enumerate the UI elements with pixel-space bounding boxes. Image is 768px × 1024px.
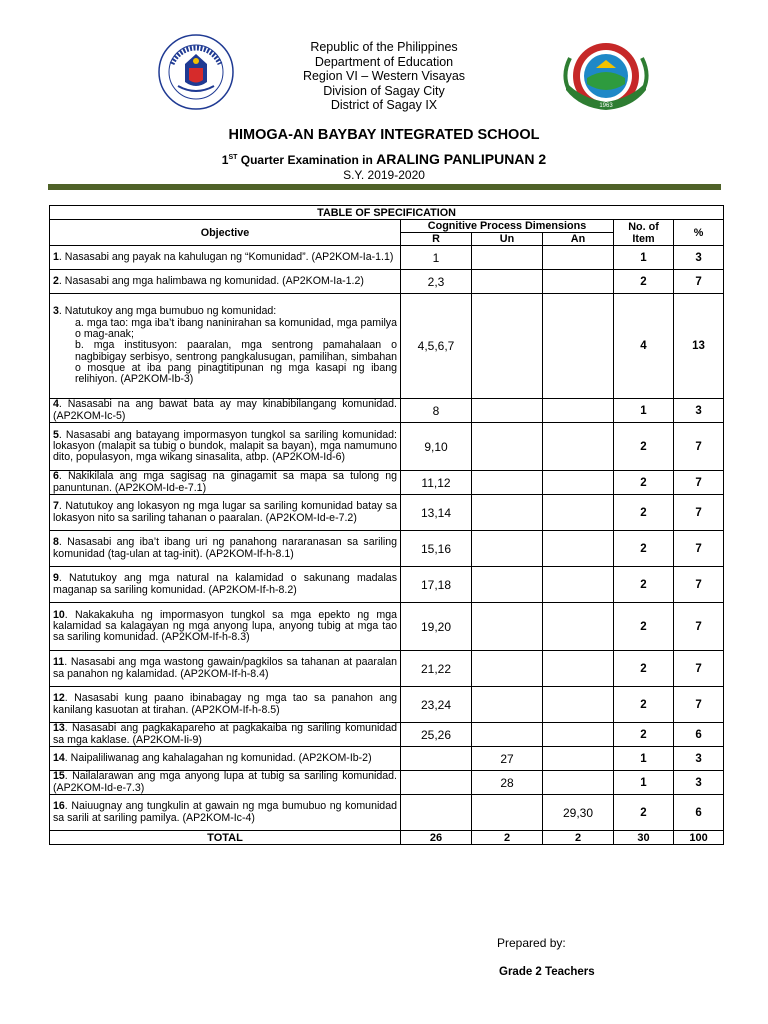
objective-text: . Nakakakuha ng impormasyon tungkol sa mga epekto ng mga kalamidad sa kalagayan ng mga anyong lupa, anyong tubig at mga tao sa sariling komunidad. (AP2KOM-If-h-8.3): [53, 608, 397, 644]
objective-text: . Natutukoy ang mga bumubuo ng komunidad:: [58, 305, 277, 318]
objective-cell: [50, 246, 401, 270]
objective-cell: [50, 423, 401, 471]
objective-number: 3: [53, 305, 59, 318]
letterhead: [0, 40, 768, 113]
an-items-cell: [543, 270, 614, 294]
exam-text: Quarter Examination in: [237, 153, 377, 167]
objective-text: . Nasasabi ang payak na kahulugan ng “Komunidad”. (AP2KOM-Ia-1.1): [58, 250, 394, 263]
objective-number: 9: [53, 572, 59, 585]
percent-cell: 3: [674, 399, 724, 423]
deped-seal-logo: [158, 34, 234, 110]
r-items-cell: 2,3: [401, 270, 472, 294]
un-items-cell: [472, 723, 543, 747]
table-row: [50, 399, 724, 423]
objective-text: . Nasasabi na ang bawat bata ay may kinabibilangang komunidad. (AP2KOM-Ic-5): [53, 398, 397, 422]
item-count-cell: 2: [614, 471, 674, 495]
r-items-cell: 25,26: [401, 723, 472, 747]
objective-number: 6: [53, 470, 59, 483]
an-items-cell: [543, 651, 614, 687]
objective-text: . Nailalarawan ang mga anyong lupa at tubig sa sariling komunidad. (AP2KOM-Id-e-7.3): [53, 770, 397, 794]
objective-cell: [50, 567, 401, 603]
un-items-cell: [472, 471, 543, 495]
item-count-cell: 2: [614, 651, 674, 687]
percent-cell: 7: [674, 495, 724, 531]
header-line: Division of Sagay City: [323, 83, 445, 98]
total-r: 26: [401, 831, 472, 845]
table-row: [50, 603, 724, 651]
objective-text: . Naipaliliwanag ang kahalagahan ng komunidad. (AP2KOM-Ib-2): [64, 751, 372, 764]
an-items-cell: [543, 531, 614, 567]
school-name: HIMOGA-AN BAYBAY INTEGRATED SCHOOL: [228, 127, 540, 143]
percent-cell: 7: [674, 567, 724, 603]
un-items-cell: [472, 399, 543, 423]
exam-subject: ARALING PANLIPUNAN 2: [376, 151, 547, 167]
r-items-cell: [401, 771, 472, 795]
percent-cell: 3: [674, 246, 724, 270]
r-items-cell: 17,18: [401, 567, 472, 603]
r-items-cell: 1: [401, 246, 472, 270]
objective-number: 16: [53, 800, 65, 813]
un-items-cell: 28: [472, 771, 543, 795]
an-items-cell: [543, 246, 614, 270]
table-row: [50, 531, 724, 567]
percent-cell: 7: [674, 687, 724, 723]
school-seal-logo: [560, 38, 652, 116]
objective-number: 4: [53, 398, 59, 411]
school-year: S.Y. 2019-2020: [343, 168, 425, 182]
un-items-cell: [472, 423, 543, 471]
an-items-cell: [543, 294, 614, 399]
total-label: TOTAL: [50, 831, 401, 845]
objective-cell: [50, 399, 401, 423]
objective-cell: [50, 495, 401, 531]
col-an: An: [543, 233, 614, 246]
objective-number: 12: [53, 692, 65, 705]
objective-text: . Nakikilala ang mga sagisag na ginagamit sa mapa sa tulong ng panuntunan. (AP2KOM-Id-e-7.1): [53, 470, 397, 494]
percent-cell: 7: [674, 471, 724, 495]
item-count-cell: 2: [614, 567, 674, 603]
un-items-cell: 27: [472, 747, 543, 771]
col-items: No. of Item: [614, 220, 674, 246]
item-count-cell: 2: [614, 795, 674, 831]
header-line: Region VI – Western Visayas: [302, 69, 466, 84]
objective-cell: [50, 270, 401, 294]
objective-text: . Nasasabi kung paano ibinabagay ng mga tao sa panahon ang kanilang kasuotan at tirahan. (AP2KOM-If-h-8.5): [53, 692, 397, 716]
table-row: [50, 567, 724, 603]
an-items-cell: [543, 603, 614, 651]
r-items-cell: 21,22: [401, 651, 472, 687]
percent-cell: 7: [674, 531, 724, 567]
table-row: [50, 294, 724, 399]
total-items: 30: [614, 831, 674, 845]
exam-quarter: 1: [221, 153, 229, 167]
an-items-cell: [543, 771, 614, 795]
percent-cell: 6: [674, 795, 724, 831]
objective-text: . Nasasabi ang mga halimbawa ng komunidad. (AP2KOM-Ia-1.2): [58, 274, 364, 287]
objective-cell: [50, 294, 401, 399]
objective-cell: [50, 747, 401, 771]
objective-text: . Natutukoy ang lokasyon ng mga lugar sa sariling komunidad batay sa lokasyon nito sa sariling tahanan o paaralan. (AP2KOM-Id-e-7.2): [53, 500, 397, 524]
table-row: [50, 723, 724, 747]
r-items-cell: 8: [401, 399, 472, 423]
objective-cell: [50, 795, 401, 831]
an-items-cell: [543, 723, 614, 747]
header-line: District of Sagay IX: [330, 98, 438, 113]
table-row: [50, 495, 724, 531]
objective-text: . Nasasabi ang mga wastong gawain/pagkilos sa tahanan at paaralan sa panahon ng kalamidad. (AP2KOM-If-h-8.4): [53, 656, 397, 680]
prepared-by-name: Grade 2 Teachers: [499, 966, 595, 978]
percent-cell: 13: [674, 294, 724, 399]
item-count-cell: 1: [614, 747, 674, 771]
table-body: [50, 246, 724, 831]
exam-title: [0, 151, 768, 167]
objective-cell: [50, 651, 401, 687]
r-items-cell: [401, 747, 472, 771]
un-items-cell: [472, 495, 543, 531]
header-divider: [48, 184, 721, 190]
item-count-cell: 4: [614, 294, 674, 399]
total-an: 2: [543, 831, 614, 845]
objective-number: 5: [53, 428, 59, 441]
objective-number: 13: [53, 722, 65, 735]
percent-cell: 3: [674, 747, 724, 771]
objective-number: 2: [53, 274, 59, 287]
col-un: Un: [472, 233, 543, 246]
an-items-cell: [543, 423, 614, 471]
an-items-cell: [543, 687, 614, 723]
item-count-cell: 2: [614, 423, 674, 471]
un-items-cell: [472, 603, 543, 651]
objective-number: 8: [53, 536, 59, 549]
objective-cell: [50, 531, 401, 567]
table-row: [50, 771, 724, 795]
objective-number: 7: [53, 500, 59, 513]
un-items-cell: [472, 246, 543, 270]
objective-text: . Nasasabi ang iba’t ibang uri ng panahong nararanasan sa sariling komunidad (tag-ulan at tag-init). (AP2KOM-If-h-8.1): [53, 536, 397, 560]
item-count-cell: 1: [614, 246, 674, 270]
col-r: R: [401, 233, 472, 246]
table-of-specification: [49, 205, 724, 845]
an-items-cell: [543, 747, 614, 771]
table-row: [50, 651, 724, 687]
objective-text: . Nasasabi ang pagkakapareho at pagkakaiba ng sariling komunidad sa mga kaklase. (AP2KOM-Ii-9): [53, 722, 397, 746]
un-items-cell: [472, 270, 543, 294]
r-items-cell: 23,24: [401, 687, 472, 723]
table-title: TABLE OF SPECIFICATION: [50, 206, 724, 220]
un-items-cell: [472, 294, 543, 399]
objective-cell: [50, 771, 401, 795]
r-items-cell: 13,14: [401, 495, 472, 531]
table-row: [50, 687, 724, 723]
objective-cell: [50, 723, 401, 747]
r-items-cell: 11,12: [401, 471, 472, 495]
objective-cell: [50, 471, 401, 495]
item-count-cell: 2: [614, 723, 674, 747]
total-un: 2: [472, 831, 543, 845]
an-items-cell: [543, 567, 614, 603]
objective-number: 14: [53, 751, 65, 764]
un-items-cell: [472, 795, 543, 831]
objective-sub-b: b. mga institusyon: paaralan, mga sentrong pamahalaan o nagbibigay serbisyo, sentrong pangkalusugan, pamilihan, simbahan o mosque at iba pang pinagtitipunan ng mga kasapi ng ibang relihiyon. (AP2KOM-Ib-3): [75, 339, 397, 386]
item-count-cell: 2: [614, 531, 674, 567]
table-row: [50, 270, 724, 294]
item-count-cell: 1: [614, 399, 674, 423]
r-items-cell: [401, 795, 472, 831]
item-count-cell: 2: [614, 687, 674, 723]
header-line: Department of Education: [314, 54, 454, 69]
objective-text: . Nasasabi ang batayang impormasyon tungkol sa sariling komunidad: lokasyon (malapit sa tubig o bundok, malapit sa bayan), mga namumuno dito, populasyon, mga wikang sinasalita, atbp. (AP2KOM-Id-6): [53, 428, 397, 464]
table-row: [50, 246, 724, 270]
objective-number: 11: [53, 656, 65, 669]
percent-cell: 7: [674, 603, 724, 651]
objective-cell: [50, 603, 401, 651]
item-count-cell: 2: [614, 603, 674, 651]
item-count-cell: 2: [614, 270, 674, 294]
an-items-cell: [543, 471, 614, 495]
r-items-cell: 15,16: [401, 531, 472, 567]
percent-cell: 7: [674, 423, 724, 471]
an-items-cell: 29,30: [543, 795, 614, 831]
col-dimensions: Cognitive Process Dimensions: [401, 220, 614, 233]
objective-text: . Naiuugnay ang tungkulin at gawain ng mga bumubuo ng komunidad sa sarili at sariling pamilya. (AP2KOM-Ic-4): [53, 800, 397, 824]
item-count-cell: 2: [614, 495, 674, 531]
objective-sub-a: a. mga tao: mga iba’t ibang naninirahan sa komunidad, mga pamilya o mag-anak;: [75, 316, 397, 341]
objective-number: 15: [53, 770, 65, 783]
header-line: Republic of the Philippines: [310, 40, 458, 54]
percent-cell: 3: [674, 771, 724, 795]
table-total-row: [50, 831, 724, 845]
objective-number: 1: [53, 250, 59, 263]
seal-year: 1963: [599, 103, 613, 109]
r-items-cell: 19,20: [401, 603, 472, 651]
table-row: [50, 795, 724, 831]
item-count-cell: 1: [614, 771, 674, 795]
table-row: [50, 747, 724, 771]
un-items-cell: [472, 531, 543, 567]
an-items-cell: [543, 495, 614, 531]
percent-cell: 6: [674, 723, 724, 747]
un-items-cell: [472, 687, 543, 723]
exam-quarter-suffix: ST: [228, 154, 238, 161]
col-percent: %: [674, 220, 724, 246]
total-percent: 100: [674, 831, 724, 845]
objective-cell: [50, 687, 401, 723]
table-row: [50, 423, 724, 471]
an-items-cell: [543, 399, 614, 423]
r-items-cell: 4,5,6,7: [401, 294, 472, 399]
percent-cell: 7: [674, 270, 724, 294]
col-objective: Objective: [50, 220, 401, 246]
un-items-cell: [472, 651, 543, 687]
objective-text: . Natutukoy ang mga natural na kalamidad o sakunang madalas maganap sa sariling komunidad. (AP2KOM-If-h-8.2): [53, 572, 397, 596]
table-row: [50, 471, 724, 495]
prepared-by: Prepared by:: [497, 936, 566, 950]
percent-cell: 7: [674, 651, 724, 687]
un-items-cell: [472, 567, 543, 603]
r-items-cell: 9,10: [401, 423, 472, 471]
objective-number: 10: [53, 608, 65, 621]
